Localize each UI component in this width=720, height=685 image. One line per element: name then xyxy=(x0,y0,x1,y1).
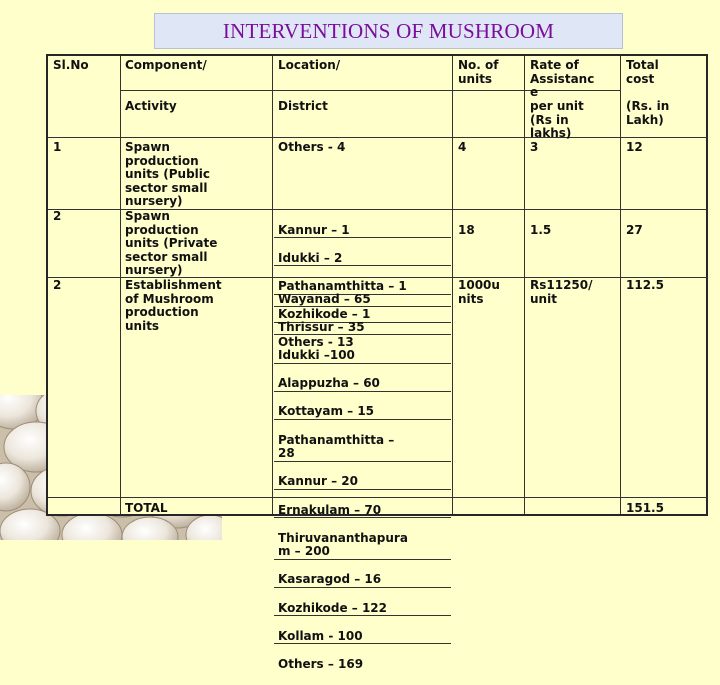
location-item: Others - 13 xyxy=(278,335,354,350)
slide-title: INTERVENTIONS OF MUSHROOM xyxy=(154,13,623,49)
row1-location: Others - 4 xyxy=(278,140,346,154)
location-item: Wayanad – 65 xyxy=(274,293,451,308)
location-item: Ernakulam – 70 xyxy=(274,504,451,519)
header-rate-unit: per unit (Rs in lakhs) xyxy=(530,99,584,141)
row1-component: Spawn production units (Public sector small nursery) xyxy=(125,140,211,209)
location-item: Others – 169 xyxy=(278,657,364,672)
row1-total: 12 xyxy=(626,140,643,154)
location-item: Thrissur – 35 xyxy=(274,321,451,336)
header-sl-no: Sl.No xyxy=(53,58,89,72)
row2-units: 18 xyxy=(458,223,475,237)
total-label: TOTAL xyxy=(125,501,168,515)
header-activity: Activity xyxy=(125,99,177,113)
row3-sl: 2 xyxy=(53,278,62,292)
header-location: Location/ xyxy=(278,58,341,72)
location-item: Kottayam – 15 xyxy=(274,405,451,420)
row3-units: 1000u nits xyxy=(458,278,500,306)
row2-total: 27 xyxy=(626,223,643,237)
interventions-table xyxy=(46,54,708,672)
location-item: Kollam - 100 xyxy=(274,630,451,645)
location-item: Idukki – 2 xyxy=(274,252,451,267)
header-component: Component/ xyxy=(125,58,207,72)
row1-rate: 3 xyxy=(530,140,539,154)
location-item: Kozhikode – 122 xyxy=(274,602,451,617)
row2-component: Spawn production units (Private sector small nursery) xyxy=(125,209,218,278)
row1-sl: 1 xyxy=(53,140,62,154)
location-item: Kannur – 1 xyxy=(274,224,451,239)
row3-location-list xyxy=(274,279,451,685)
location-item: Alappuzha – 60 xyxy=(274,377,451,392)
row3-component: Establishment of Mushroom production units xyxy=(125,278,222,333)
row2-rate: 1.5 xyxy=(530,223,552,237)
header-total: Total cost xyxy=(626,58,659,86)
location-item: Kozhikode – 1 xyxy=(274,308,451,323)
location-item: Pathanamthitta – 28 xyxy=(274,434,451,462)
row3-total: 112.5 xyxy=(626,278,664,292)
header-total-unit: (Rs. in Lakh) xyxy=(626,99,670,127)
header-units: No. of units xyxy=(458,58,499,86)
location-item: Thiruvananthapura m – 200 xyxy=(274,532,451,560)
row1-units: 4 xyxy=(458,140,467,154)
location-item: Kasaragod – 16 xyxy=(274,573,451,588)
row3-rate: Rs11250/ unit xyxy=(530,278,593,306)
row2-sl: 2 xyxy=(53,209,62,223)
location-item: Kannur – 20 xyxy=(274,475,451,490)
header-rate: Rate of Assistanc e xyxy=(530,58,595,100)
header-district: District xyxy=(278,99,328,113)
location-item: Pathanamthitta – 1 xyxy=(274,280,451,295)
total-value: 151.5 xyxy=(626,501,664,515)
location-item: Idukki –100 xyxy=(274,349,451,364)
